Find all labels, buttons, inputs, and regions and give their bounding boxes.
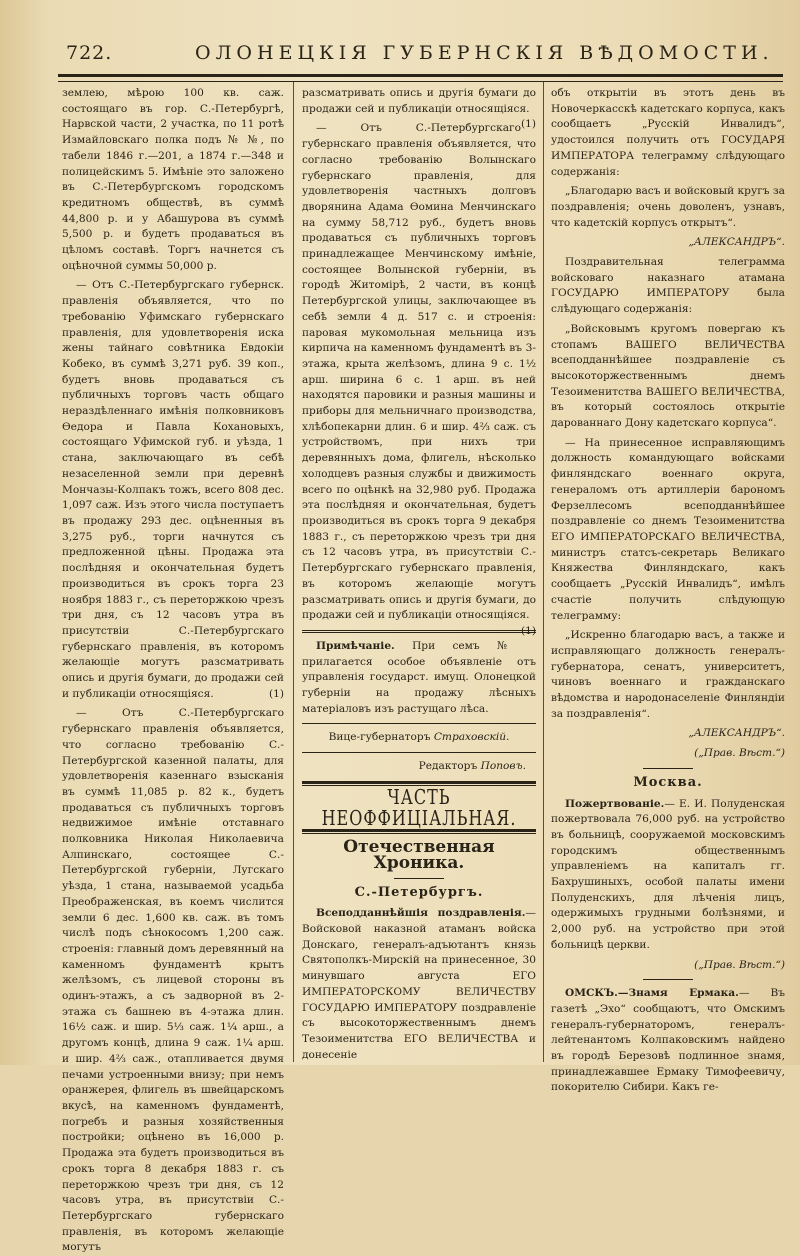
note-text: При семъ № прилагается особое объявленіе отъ управленія государст. имущ. Олонецкой губерніи на продажу лѣсныхъ матеріаловъ изъ растущаго лѣса. <box>302 639 536 715</box>
news-text: — Въ газетѣ „Эхо“ сообщаютъ, что Омскимъ генералъ-губернаторомъ, генералъ-лейтенантомъ Колпаковскимъ найдено въ городѣ Березовѣ подлинное знамя, принадлежавшее Ермаку Тимофеевичу, покорителю Сибири. Какъ ге- <box>551 987 785 1094</box>
notice-text: — Отъ С.-Петербургскаго губернск. правленія объявляется, что по требованію Уфимскаго губернскаго правленія, для удовлетворенія иска жены тайнаго совѣтника Евдокіи Кобеко, въ суммѣ 3,271 руб. 39 коп., будетъ вновь продаваться съ публичныхъ торговъ часть общаго нераздѣленнаго имѣнія полковниковъ Ѳедора и Павла Кохановыхъ, состоящаго Уфимской губ. и уѣзда, 1 стана, заключающаго въ себѣ незаселенной земли при деревнѣ Мончазы-Колпакъ тожъ, всего 808 дес. 1,097 саж. Изъ этого числа поступаетъ въ продажу 293 дес. оцѣненныя въ 3,275 руб., торги начнутся съ предложенной цѣны. Продажа эта послѣдняя и окончательная будетъ производиться въ срокъ торга 23 ноября 1883 г., съ переторжкою чрезъ три дня, съ 12 часовъ утра въ присутствіи С.-Петербургскаго губернскаго правленія, въ которомъ желающіе могутъ разсматривать опись и другія бумаги, до продажи сей и публикаціи относящіяся. <box>62 279 284 700</box>
editor-label: Редакторъ <box>418 760 478 773</box>
news-congratulations <box>302 906 536 1063</box>
notice-text: — Отъ С.-Петербургскаго губернскаго правленія объявляется, что согласно требованію Волынскаго губернскаго правленія, для удовлетворенія частныхъ долговъ дворянина Адама Ѳомина Менчинскаго на сумму 58,712 руб., будетъ вновь продаваться съ публичныхъ торговъ принадлежащее Менчинскому имѣніе, состоящее Волынской губерніи, въ городѣ Житомірѣ, 2 части, въ концѣ Петербургской улицы, заключающее въ себѣ земли 4 д. 517 с. и строенія: паровая мукомольная мельница изъ кирпича на каменномъ фундаментѣ въ 3-этажа, крыта желѣзомъ, длина 9 с. 1½ арш. ширина 6 с. 1 арш. въ ней находятся паровики и разныя машины и приборы для мельничнаго производства, хлѣбопекарни длин. 6 и шир. 4⅔ саж. съ устройствомъ, при нихъ три деревянныхъ дома, флигель, нѣсколько холодцевъ разныя службы и движимость всего по оцѣнкѣ на 32,980 руб. Продажа эта послѣдняя и окончательная, будетъ производиться въ срокъ торга 9 декабря 1883 г., съ переторжкою чрезъ три дня съ 12 часовъ утра, въ присутствіи С.-Петербургскаго губернскаго правленія, въ которомъ желающіе могутъ разсматривать опись и другія бумаги, до продажи сей и публикаціи относящіяся. <box>302 122 536 622</box>
newspaper-title: ОЛОНЕЦКІЯ ГУБЕРНСКІЯ ВѢДОМОСТИ. <box>195 42 774 64</box>
notice-mark: (1) <box>520 118 536 131</box>
column-2 <box>302 86 536 1061</box>
note-paragraph <box>302 639 536 718</box>
telegram-quote-1: „Благодарю васъ и войсковый кругъ за поздравленія; очень доволенъ, узнавъ, что кадетскій корпусъ открытъ“. <box>551 185 785 229</box>
chronicle-title: Отечественная Хроника. <box>343 837 495 873</box>
rule <box>302 752 536 753</box>
notice-menchinsky-estate <box>302 121 536 637</box>
vice-label: Вице-губернаторъ <box>328 731 431 744</box>
short-rule <box>643 979 693 980</box>
column-1 <box>62 86 284 1254</box>
news-continuation: объ открытіи въ этотъ день въ Новочеркасскѣ кадетскаго корпуса, какъ сообщаетъ „Русскій Инвалидъ“, удостоился получить отъ ГОСУДАРЯ ИМПЕРАТОРА телеграмму слѣдующаго содержанія: <box>551 87 785 178</box>
source-2: („Прав. Вѣст.“) <box>694 958 785 971</box>
notice-ufa-estate <box>62 278 284 702</box>
news-finland: — На принесенное исправляющимъ должность командующаго войсками финляндскаго военнаго округа, генераломъ отъ артиллеріи барономъ Ферзеллесомъ всеподданнѣйшее поздравленіе со днемъ Тезоименитства ЕГО ИМПЕРАТОРСКАГО ВЕЛИЧЕСТВА, министръ статсъ-секретарь Великаго Княжества Финляндскаго, какъ сообщаетъ „Русскій Инвалидъ“, имѣлъ счастіе получить слѣдующую телеграмму: <box>551 436 785 622</box>
news-omsk <box>551 986 785 1096</box>
city-heading-moscow: Москва. <box>633 774 703 790</box>
rubric: ОМСКЪ.—Знамя Ермака. <box>565 987 739 1000</box>
column-divider-2 <box>543 82 544 1062</box>
notice-text: разсматривать опись и другія бумаги до продажи сей и публикаціи относящіяся. <box>302 87 536 115</box>
rubric: Пожертвованіе. <box>565 797 665 810</box>
rubric: Всеподданнѣйшія поздравленія. <box>316 907 526 920</box>
rule <box>302 723 536 724</box>
news-donation <box>551 797 785 954</box>
editor-name: Поповъ. <box>480 760 526 773</box>
note-label: Примѣчаніе. <box>316 639 395 652</box>
header-rule <box>58 74 783 82</box>
telegram-quote-2: „Войсковымъ кругомъ повергаю къ стопамъ ВАШЕГО ВЕЛИЧЕСТВА всеподданнѣйшее поздравленіе съ высокоторжественнымъ днемъ Тезоименитства ВАШЕГО ВЕЛИЧЕСТВА, въ который состоялось открытіе дарованнаго Дону кадетскаго корпуса“. <box>551 322 785 430</box>
signature-2: „АЛЕКСАНДРЪ“. <box>688 727 785 740</box>
source-1: („Прав. Вѣст.“) <box>694 747 785 760</box>
vice-governor-line <box>302 730 536 746</box>
editor-line <box>302 759 526 775</box>
unofficial-part-title: ЧАСТЬ НЕОФФИЦІАЛЬНАЯ. <box>321 784 517 830</box>
news-paragraph: Поздравительная телеграмма войсковаго наказнаго атамана ГОСУДАРЮ ИМПЕРАТОРУ была слѣдующаго содержанія: <box>551 256 785 316</box>
page-header <box>60 38 780 78</box>
news-text: — Е. И. Полуденская пожертвовала 76,000 руб. на устройство въ больницѣ, сооружаемой московскимъ городскимъ общественнымъ управленіемъ на капиталъ гг. Бахрушиныхъ, особой палаты имени Полуденскихъ, для лѣченія лицъ, одержимыхъ грудными болѣзнями, и 2,000 руб. на устройство при этой больницѣ церкви. <box>551 797 785 951</box>
column-3 <box>551 86 785 1094</box>
column-divider-1 <box>293 82 294 1062</box>
notice-mark: (1) <box>520 624 536 637</box>
short-rule <box>643 768 693 769</box>
telegram-quote-3: „Искренно благодарю васъ, а также и исправляющаго должность генералъ-губернатора, сенатъ, университетъ, чиновъ военнаго и гражданскаго вѣдомства и народонаселеніе Финляндіи за поздравленія“. <box>551 629 785 720</box>
signature-1: „АЛЕКСАНДРЪ“. <box>688 236 785 249</box>
city-heading-petersburg: С.-Петербургъ. <box>354 884 484 900</box>
notice-continuation-2 <box>302 86 536 131</box>
short-rule <box>394 878 444 879</box>
section-rule <box>302 630 536 633</box>
notice-mark: (1) <box>268 687 284 700</box>
news-text: —Войсковой наказной атаманъ войска Донскаго, генералъ-адъютантъ князь Святополкъ-Мирскій на принесенное, 30 минувшаго августа ЕГО ИМПЕРАТОРСКОМУ ВЕЛИЧЕСТВУ ГОСУДАРЮ ИМПЕРАТОРУ поздравленіе съ высокоторжественнымъ днемъ Тезоименитства ЕГО ВЕЛИЧЕСТВА и донесеніе <box>302 907 536 1061</box>
section-rule-thick <box>302 829 536 834</box>
page-number: 722. <box>66 42 113 64</box>
notice-continuation: землею, мѣрою 100 кв. саж. состоящаго въ гор. С.-Петербургѣ, Нарвской части, 2 участка, по 11 ротѣ Измайловскаго полка подъ № №, по табели 1846 г.—201, а 1874 г.—348 и полицейскимъ 5. Имѣніе это заложено въ С.-Петербургскомъ городскомъ кредитномъ обществѣ, въ суммѣ 44,800 р. и у Абашурова въ суммѣ 5,500 р. и будетъ продаваться въ цѣломъ составѣ. Торгъ начнется съ оцѣночной суммы 50,000 р. <box>62 87 284 272</box>
notice-alpinsky-estate: — Отъ С.-Петербургскаго губернскаго правленія объявляется, что согласно требованію С.-Петербургской казенной палаты, для удовлетворенія казеннаго взысканія въ суммѣ 11,085 р. 82 к., будетъ продаваться съ публичныхъ торговъ недвижимое имѣніе отставнаго полковника Николая Николаевича Алпинскаго, состоящее С.-Петербургской губерніи, Лугскаго уѣзда, 1 стана, называемой усадьба Преображенская, въ коемъ числится земли 6 дес. 1,600 кв. саж. въ томъ числѣ подъ сѣнокосомъ 1,200 саж. строенія: главный домъ деревянный на каменномъ фундаментѣ крытъ желѣзомъ, съ лицевой стороны въ одинъ-этажъ, а съ задворной въ 2-этажа съ башнею въ 4-этажа длин. 16½ саж. и шир. 5⅓ саж. 1¼ арш., а другомъ концѣ, длина 9 саж. 1¼ арш. и шир. 4⅔ саж., отапливается двумя печами устроенными внизу; при немъ оранжерея, флигель въ швейцарскомъ вкусѣ, на каменномъ фундаментѣ, погребъ и разныя хозяйственныя постройки; оцѣнено въ 16,000 р. Продажа эта будетъ производиться въ срокъ торга 8 декабря 1883 г. съ переторжкою чрезъ три дня, съ 12 часовъ утра, въ присутствіи С.-Петербургскаго губернскаго правленія, въ которомъ желающіе могутъ <box>62 707 284 1254</box>
vice-name: Страховскій. <box>433 731 510 744</box>
